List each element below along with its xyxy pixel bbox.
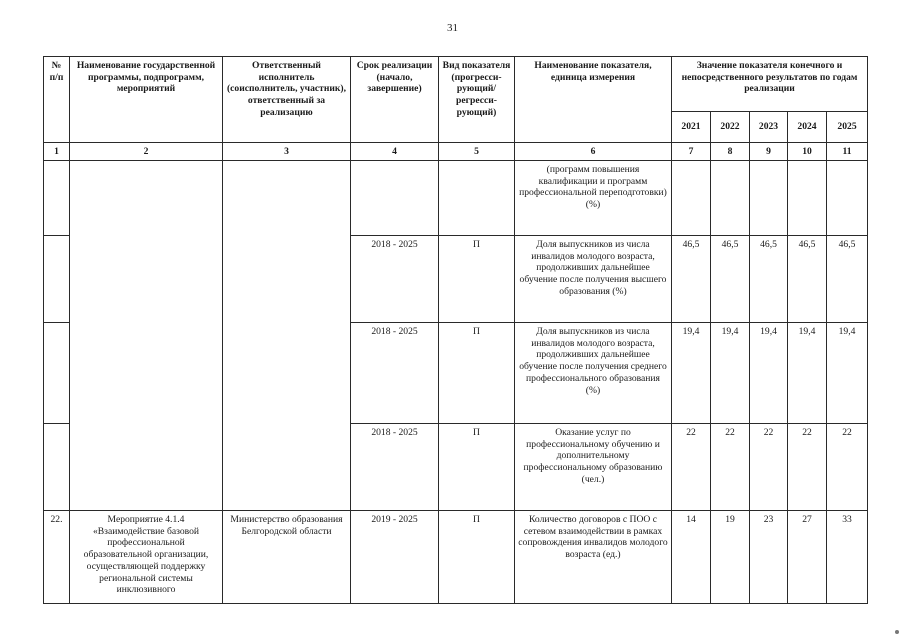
column-number: 7	[672, 143, 711, 161]
header-row	[44, 57, 868, 112]
table-row	[44, 161, 868, 236]
term-cell	[351, 161, 439, 236]
value-cell: 22	[788, 424, 827, 511]
header-indicator-name: Наименование показателя, единица измерения	[515, 57, 672, 143]
indicator-type-cell: П	[439, 236, 515, 323]
value-cell: 46,5	[788, 236, 827, 323]
indicator-type-cell: П	[439, 511, 515, 604]
value-cell: 23	[750, 511, 788, 604]
value-cell: 14	[672, 511, 711, 604]
value-cell: 27	[788, 511, 827, 604]
column-number: 10	[788, 143, 827, 161]
header-program-name: Наименование государственной программы, подпрограмм, мероприятий	[70, 57, 223, 143]
column-number: 2	[70, 143, 223, 161]
indicator-type-cell	[439, 161, 515, 236]
column-number-row	[44, 143, 868, 161]
value-cell: 19,4	[711, 323, 750, 424]
value-cell: 33	[827, 511, 868, 604]
column-number: 5	[439, 143, 515, 161]
header-values-group: Значение показателя конечного и непосредственного результатов по годам реализации	[672, 57, 868, 112]
indicator-name-cell: Доля выпускников из числа инвалидов молодого возраста, продолживших дальнейшее обучение после получения высшего образования (%)	[515, 236, 672, 323]
row-num-cell	[44, 323, 70, 424]
column-number: 11	[827, 143, 868, 161]
header-term: Срок реализации (начало, завершение)	[351, 57, 439, 143]
indicator-name-cell: Количество договоров с ПОО с сетевом взаимодействии в рамках сопровождения инвалидов молодого возраста (ед.)	[515, 511, 672, 604]
value-cell: 19	[711, 511, 750, 604]
term-cell: 2019 - 2025	[351, 511, 439, 604]
column-number: 8	[711, 143, 750, 161]
header-year: 2022	[711, 112, 750, 143]
executor-cell: Министерство образования Белгородской области	[223, 511, 351, 604]
executor-cell	[223, 161, 351, 511]
value-cell: 46,5	[672, 236, 711, 323]
value-cell: 22	[750, 424, 788, 511]
program-name-cell	[70, 161, 223, 511]
column-number: 9	[750, 143, 788, 161]
table-row	[44, 511, 868, 604]
term-cell: 2018 - 2025	[351, 323, 439, 424]
row-num-cell: 22.	[44, 511, 70, 604]
value-cell	[788, 161, 827, 236]
term-cell: 2018 - 2025	[351, 236, 439, 323]
value-cell: 22	[672, 424, 711, 511]
value-cell: 19,4	[827, 323, 868, 424]
header-year: 2024	[788, 112, 827, 143]
column-number: 4	[351, 143, 439, 161]
row-num-cell	[44, 236, 70, 323]
header-num: № п/п	[44, 57, 70, 143]
row-num-cell	[44, 161, 70, 236]
column-number: 1	[44, 143, 70, 161]
indicator-type-cell: П	[439, 323, 515, 424]
indicator-name-cell: Доля выпускников из числа инвалидов молодого возраста, продолживших дальнейшее обучение после получения среднего профессионального образования (%)	[515, 323, 672, 424]
column-number: 6	[515, 143, 672, 161]
indicator-type-cell: П	[439, 424, 515, 511]
indicators-table	[43, 56, 868, 604]
value-cell	[711, 161, 750, 236]
header-indicator-type: Вид показателя (прогресси-рующий/ регресси-рующий)	[439, 57, 515, 143]
row-num-cell	[44, 424, 70, 511]
value-cell: 46,5	[750, 236, 788, 323]
term-cell: 2018 - 2025	[351, 424, 439, 511]
column-number: 3	[223, 143, 351, 161]
scan-mark	[895, 630, 899, 634]
value-cell: 19,4	[788, 323, 827, 424]
indicator-name-cell: (программ повышения квалификации и программ профессиональной переподготовки) (%)	[515, 161, 672, 236]
indicator-name-cell: Оказание услуг по профессиональному обучению и дополнительному профессиональному образованию (чел.)	[515, 424, 672, 511]
value-cell: 19,4	[750, 323, 788, 424]
header-year: 2023	[750, 112, 788, 143]
program-name-cell: Мероприятие 4.1.4 «Взаимодействие базовой профессиональной образовательной организации, осуществляющей поддержку региональной системы инклюзивного	[70, 511, 223, 604]
header-year: 2025	[827, 112, 868, 143]
value-cell: 22	[827, 424, 868, 511]
page-number: 31	[447, 22, 458, 34]
value-cell: 46,5	[711, 236, 750, 323]
header-year: 2021	[672, 112, 711, 143]
value-cell	[672, 161, 711, 236]
value-cell: 46,5	[827, 236, 868, 323]
value-cell: 22	[711, 424, 750, 511]
value-cell	[750, 161, 788, 236]
header-executor: Ответственный исполнитель (соисполнитель, участник), ответственный за реализацию	[223, 57, 351, 143]
value-cell	[827, 161, 868, 236]
value-cell: 19,4	[672, 323, 711, 424]
